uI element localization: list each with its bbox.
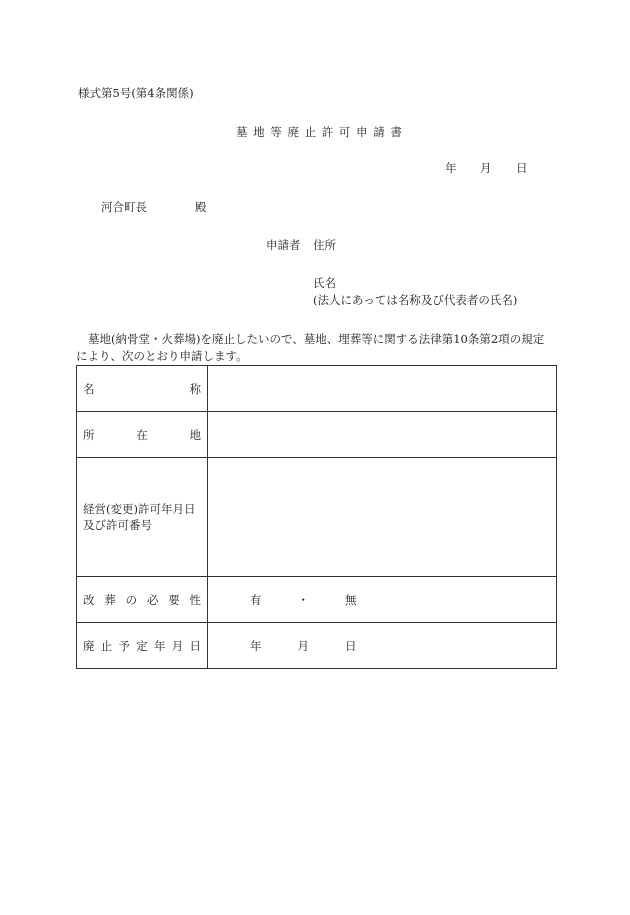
permit-label-line1: 経営(変更)許可年月日 — [83, 502, 196, 516]
necessity-no[interactable]: 無 — [345, 592, 357, 607]
addressee-honorific: 殿 — [195, 200, 207, 214]
name-label-char: 名 — [83, 381, 95, 396]
applicant-label: 申請者 — [266, 238, 301, 252]
document-title: 墓 地 等 廃 止 許 可 申 請 書 — [236, 125, 403, 139]
application-table — [76, 365, 557, 669]
necessity-label-char: 葬 — [104, 592, 116, 607]
closing-date-day: 日 — [345, 638, 357, 653]
closing-date-label-char: 年 — [154, 638, 166, 653]
necessity-label-char: 性 — [189, 592, 201, 607]
body-text-line1: 墓地(納骨堂・火葬場)を廃止したいので、墓地、埋葬等に関する法律第10条第2項の規定 — [88, 332, 545, 346]
necessity-label-cell — [77, 577, 208, 623]
closing-date-label-char: 定 — [136, 638, 148, 653]
closing-date-label-char: 止 — [100, 638, 113, 653]
permit-label-cell — [77, 458, 208, 577]
closing-date-label-char: 月 — [171, 638, 184, 653]
closing-date-value-cell[interactable] — [208, 623, 557, 669]
form-number: 様式第5号(第4条関係) — [78, 86, 194, 100]
necessity-separator: ・ — [297, 592, 309, 607]
closing-date-label-cell — [77, 623, 208, 669]
closing-date-year: 年 — [250, 638, 262, 653]
necessity-label-char: 必 — [146, 592, 159, 607]
location-label-char: 在 — [136, 427, 148, 442]
closing-date-label-char: 予 — [118, 638, 130, 653]
applicant-name-label: 氏名 — [313, 276, 336, 290]
name-label-char: 称 — [189, 381, 201, 396]
body-text-line2: により、次のとおり申請します。 — [76, 349, 248, 363]
applicant-name-note: (法人にあっては名称及び代表者の氏名) — [313, 293, 518, 307]
necessity-label-char: の — [125, 592, 138, 607]
table-row-name — [77, 366, 557, 412]
necessity-label-char: 改 — [83, 592, 95, 607]
location-label-cell — [77, 412, 208, 458]
location-value-cell[interactable] — [208, 412, 557, 458]
necessity-value-cell[interactable] — [208, 577, 557, 623]
necessity-yes[interactable]: 有 — [250, 592, 262, 607]
applicant-address-label: 住所 — [313, 238, 336, 252]
permit-label-line2: 及び許可番号 — [83, 518, 152, 532]
location-label-char: 所 — [83, 427, 95, 442]
date-year: 年 — [445, 161, 457, 175]
permit-value-cell[interactable] — [208, 458, 557, 577]
addressee-name: 河合町長 — [101, 200, 147, 214]
date-day: 日 — [516, 161, 528, 175]
name-label-cell — [77, 366, 208, 412]
closing-date-month: 月 — [297, 638, 309, 653]
table-row-permit — [77, 458, 557, 577]
closing-date-label-char: 日 — [189, 638, 201, 653]
table-row-closing-date — [77, 623, 557, 669]
table-row-necessity — [77, 577, 557, 623]
date-month: 月 — [480, 161, 492, 175]
name-value-cell[interactable] — [208, 366, 557, 412]
location-label-char: 地 — [189, 427, 201, 442]
closing-date-label-char: 廃 — [83, 638, 95, 653]
necessity-label-char: 要 — [168, 592, 180, 607]
table-row-location — [77, 412, 557, 458]
